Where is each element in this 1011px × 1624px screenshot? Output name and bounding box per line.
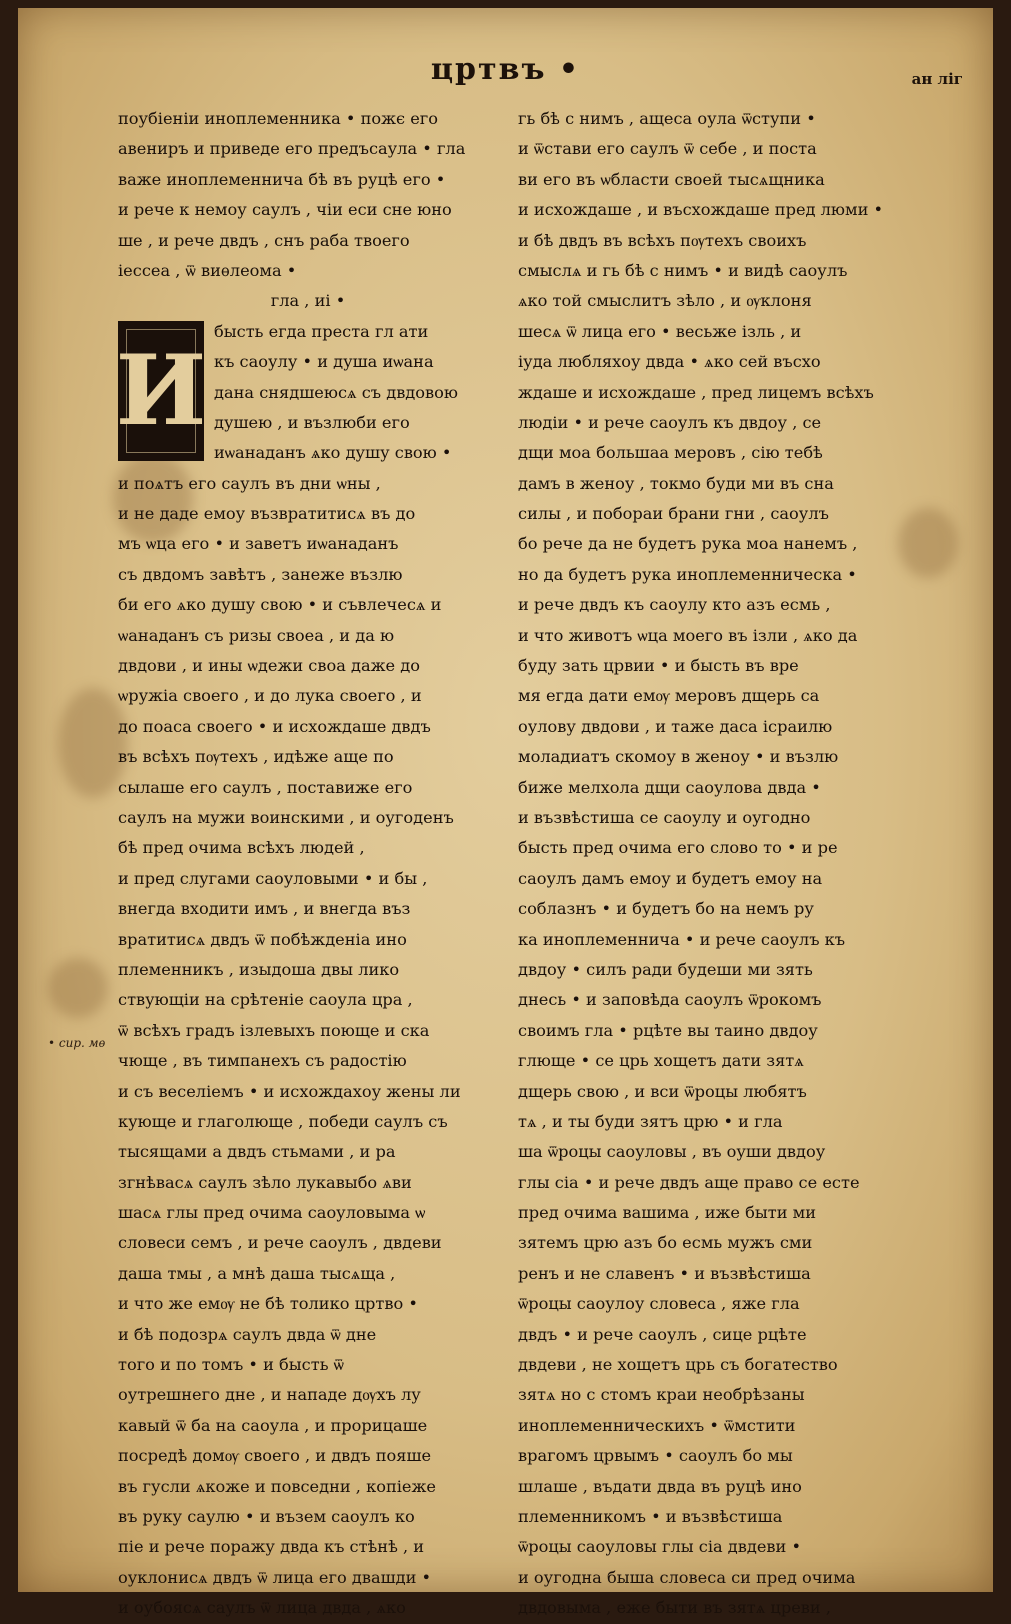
text-line: но да будетъ рука иноплеменническа • — [518, 564, 857, 584]
text-line: кавый ѿ ба на саоула , и прорицаше — [118, 1415, 428, 1435]
text-line: внегда входити имъ , и внегда въз — [118, 899, 411, 919]
running-title: цртвъ • — [430, 52, 581, 87]
initial-block — [115, 317, 498, 469]
text-line: зятѧ но с стомъ краи необрѣзаны — [518, 1385, 805, 1405]
text-line: саоулъ дамъ емоу и будетъ емоу на — [518, 868, 823, 888]
text-line: ви его въ ѡбласти своей тысѧщника — [518, 169, 825, 189]
text-line: гь бѣ с нимъ , ащеса оула ѿступи • — [518, 109, 816, 128]
text-line: важе иноплеменнича бѣ въ руцѣ его • — [118, 169, 446, 189]
text-line: зятемъ црю азъ бо есмь мужъ сми — [518, 1233, 813, 1253]
text-line: сылаше его саулъ , поставиже его — [118, 777, 413, 797]
text-line: ждаше и исхождаше , пред лицемъ всѣхъ — [518, 382, 874, 402]
text-line: и не даде емоу възвратитисѧ въ до — [118, 504, 416, 524]
stain — [898, 508, 958, 578]
text-line: шасѧ глы пред очима саоуловыма ѡ — [118, 1203, 426, 1223]
decorated-initial: И — [118, 321, 204, 461]
text-line: ѿроцы саоуловы глы сіа двдеви • — [518, 1537, 802, 1557]
text-line: оутрешнего дне , и нападе дѹхъ лу — [118, 1385, 421, 1405]
text-line: и что животъ ѡца моего въ ізли , ѧко да — [518, 625, 858, 645]
right-column — [518, 104, 898, 1624]
text-line: и бѣ подозрѧ саулъ двда ѿ дне — [118, 1324, 377, 1344]
chapter-heading: гла , иі • — [270, 291, 346, 311]
left-lines-after — [118, 469, 498, 1624]
text-line: въ всѣхъ пѹтехъ , идѣже аще по — [118, 747, 394, 767]
manuscript-page — [18, 8, 993, 1618]
text-line: въ гусли ѧкоже и повседни , копіеже — [118, 1476, 436, 1496]
text-line: буду зать црвии • и бысть въ вре — [518, 656, 799, 676]
text-line: бысть пред очима его слово то • и ре — [518, 838, 838, 858]
text-line: того и по томъ • и бысть ѿ — [118, 1355, 344, 1375]
text-line: днесь • и заповѣда саоулъ ѿрокомъ — [518, 990, 822, 1010]
text-line: ѡанаданъ съ ризы своеа , и да ю — [118, 625, 395, 645]
text-line: силы , и побораи брани гни , саоулъ — [518, 504, 829, 524]
text-line: ѡружіа своего , и до лука своего , и — [118, 686, 422, 706]
text-line: згнѣвасѧ саулъ зѣло лукавыбо ѧви — [118, 1172, 412, 1192]
left-column — [115, 104, 498, 1624]
left-lines-before — [118, 104, 498, 286]
text-line: до поаса своего • и исхождаше двдъ — [118, 716, 431, 736]
text-line: мъ ѡца его • и заветъ иѡанаданъ — [118, 534, 399, 554]
text-line: и что же емѹ не бѣ толико цртво • — [118, 1294, 418, 1314]
text-line: поубіеніи иноплеменника • пожє его — [118, 109, 439, 128]
text-line: ренъ и не славенъ • и възвѣстиша — [518, 1263, 811, 1283]
stain — [48, 958, 108, 1018]
text-line: въ руку саулю • и възем саоулъ ко — [118, 1506, 415, 1526]
text-line: къ саоулу • и душа иѡана — [214, 352, 434, 372]
text-line: своимъ гла • рцѣте вы таино двдоу — [518, 1020, 818, 1040]
text-line: іуда любляхоу двда • ѧко сей въсхо — [518, 352, 821, 372]
text-line: шлаше , въдати двда въ руцѣ ино — [518, 1476, 802, 1496]
text-line: иноплеменническихъ • ѿмстити — [518, 1415, 796, 1435]
text-line: пред очима вашима , иже быти ми — [518, 1203, 817, 1223]
margin-note: • сир. мѳ — [48, 1036, 106, 1050]
text-line: и поѧтъ его саулъ въ дни ѡны , — [118, 473, 381, 493]
text-line: ка иноплеменнича • и рече саоулъ къ — [518, 929, 846, 949]
text-line: авениръ и приведе его предъсаула • гла — [118, 139, 466, 159]
text-line: людіи • и рече саоулъ къ двдоу , се — [518, 412, 822, 432]
text-line: дщерь свою , и вси ѿроцы любятъ — [518, 1081, 807, 1101]
text-line: кующе и глаголюще , победи саулъ съ — [118, 1111, 448, 1131]
text-line: племенникомъ • и възвѣстиша — [518, 1506, 783, 1526]
text-line: двдовыма , еже быти въ зятѧ цреви , — [518, 1598, 831, 1618]
text-line: ша ѿроцы саоуловы , въ оуши двдоу — [518, 1142, 826, 1162]
text-line: оулову двдови , и таже даса ісраилю — [518, 716, 833, 736]
text-line: посредѣ домѹ своего , и двдъ пояше — [118, 1446, 432, 1466]
text-line: тѧ , и ты буди зятъ црю • и гла — [518, 1111, 783, 1131]
text-line: бѣ пред очима всѣхъ людей , — [118, 838, 365, 858]
text-line: іессеа , ѿ виѳлеома • — [118, 260, 297, 280]
text-line: дщи моа большаа меровъ , сію тебѣ — [518, 443, 823, 463]
text-line: двдеви , не хощетъ црь съ богатество — [518, 1355, 838, 1375]
text-line: піе и рече поражу двда къ стѣнѣ , и — [118, 1537, 425, 1557]
text-line: и оугодна быша словеса си пред очима — [518, 1567, 856, 1587]
text-line: и ѿстави его саулъ ѿ себе , и поста — [518, 139, 817, 159]
text-line: смыслѧ и гь бѣ с нимъ • и видѣ саоулъ — [518, 260, 848, 280]
text-line: ѿроцы саоулоу словеса , яже гла — [518, 1294, 800, 1314]
text-line: моладиатъ скомоу в женоу • и възлю — [518, 747, 839, 767]
text-line: биже мелхола дщи саоулова двда • — [518, 777, 821, 797]
text-line: душею , и възлюби его — [214, 412, 410, 432]
text-line: соблазнъ • и будетъ бо на немъ ру — [518, 899, 814, 919]
text-line: би его ѧко душу свою • и съвлечесѧ и — [118, 595, 442, 615]
text-line: чюще , въ тимпанехъ съ радостію — [118, 1051, 407, 1071]
text-line: ѧко той смыслитъ зѣло , и ѹклоня — [518, 291, 812, 311]
text-line: ѿ всѣхъ градъ ізлевыхъ поюще и ска — [118, 1020, 430, 1040]
text-line: иѡанаданъ ѧко душу свою • — [214, 443, 452, 463]
text-line: двдови , и ины ѡдежи своа даже до — [118, 656, 420, 676]
text-line: ше , и рече двдъ , снъ раба твоего — [118, 230, 410, 250]
text-line: двдъ • и рече саоулъ , сице рцѣте — [518, 1324, 807, 1344]
text-line: и възвѣстиша се саоулу и оугодно — [518, 807, 811, 827]
text-line: ствующіи на срѣтеніе саоула цра , — [118, 990, 413, 1010]
text-line: двдоу • силъ ради будеши ми зять — [518, 959, 813, 979]
text-line: и рече двдъ къ саоулу кто азъ есмь , — [518, 595, 831, 615]
folio-number: ан ліг — [911, 70, 963, 88]
text-line: врагомъ црвымъ • саоулъ бо мы — [518, 1446, 793, 1466]
text-line: и исхождаше , и въсхождаше пред люми • — [518, 200, 884, 220]
text-line: и съ веселіемъ • и исхождахоу жены ли — [118, 1081, 461, 1101]
text-line: оуклонисѧ двдъ ѿ лица его двашди • — [118, 1567, 432, 1587]
text-line: шесѧ ѿ лица его • весьже ізль , и — [518, 321, 802, 341]
text-line: племенникъ , изыдоша двы лико — [118, 959, 400, 979]
text-line: мя егда дати емѹ меровъ дщерь са — [518, 686, 820, 706]
text-line: саулъ на мужи воинскими , и оугоденъ — [118, 807, 454, 827]
text-line: и рече к немоу саулъ , чіи еси сне юно — [118, 200, 452, 220]
text-line: бысть егда преста гл ати — [214, 321, 429, 341]
text-line: тысящами а двдъ стьмами , и ра — [118, 1142, 396, 1162]
text-line: и пред слугами саоуловыми • и бы , — [118, 868, 428, 888]
text-line: дамъ в женоу , токмо буди ми въ сна — [518, 473, 834, 493]
text-line: дана снядшеюсѧ съ двдовою — [214, 382, 458, 402]
text-line: съ двдомъ завѣтъ , занеже възлю — [118, 564, 403, 584]
text-line: и бѣ двдъ въ всѣхъ пѹтехъ своихъ — [518, 230, 807, 250]
text-line: даша тмы , а мнѣ даша тысѧща , — [118, 1263, 396, 1283]
text-line: словеси семъ , и рече саоулъ , двдеви — [118, 1233, 442, 1253]
text-line: глюще • се црь хощетъ дати зятѧ — [518, 1051, 804, 1071]
text-line: вратитисѧ двдъ ѿ побѣжденіа ино — [118, 929, 407, 949]
text-line: и оубоясѧ саулъ ѿ лица двда , ѧко — [118, 1598, 406, 1618]
text-line: бо рече да не будетъ рука моа нанемъ , — [518, 534, 858, 554]
text-line: глы сіа • и рече двдъ аще право се есте — [518, 1172, 860, 1192]
